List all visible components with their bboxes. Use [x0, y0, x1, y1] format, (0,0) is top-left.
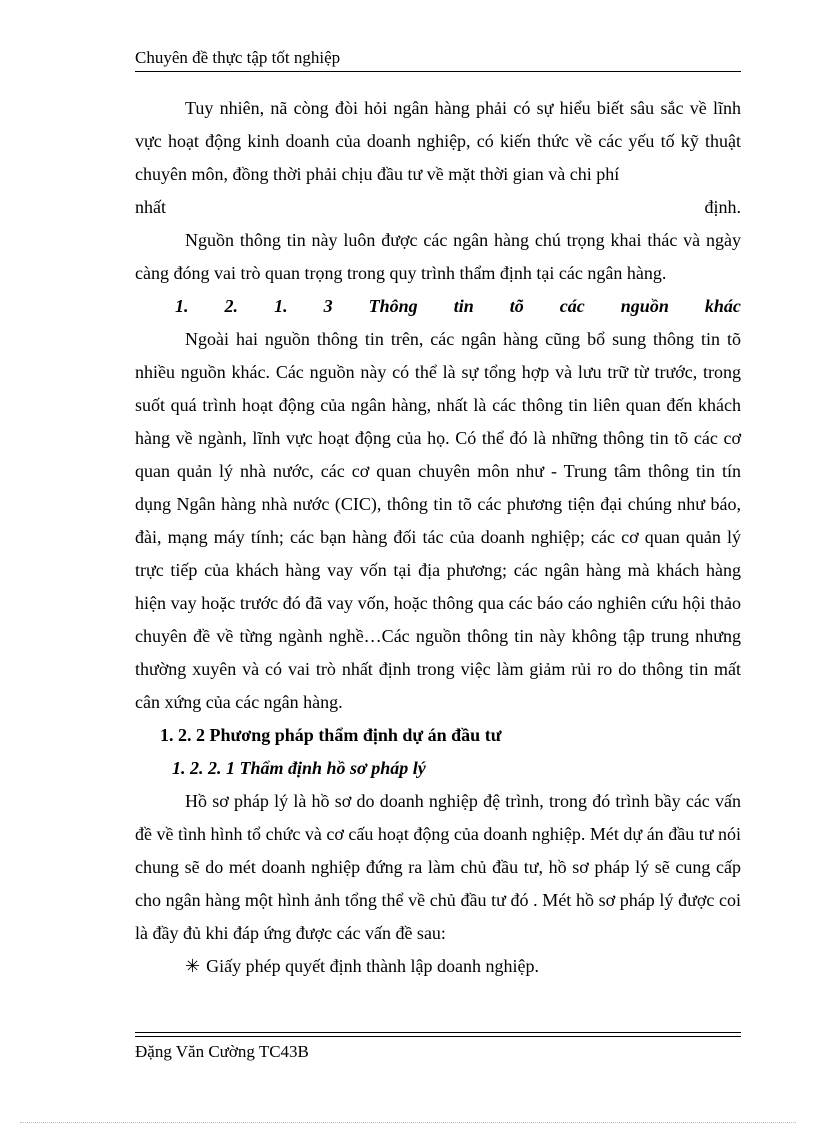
footer-divider-thin — [135, 1036, 741, 1037]
heading-1-2-2-1: 1. 2. 2. 1 Thẩm định hồ sơ pháp lý — [172, 758, 426, 778]
heading-word: các — [559, 296, 585, 316]
asterisk-bullet-icon: ✳ — [185, 956, 201, 977]
heading-word: Thông — [368, 296, 418, 316]
paragraph-2: Nguồn thông tin này luôn được các ngân hàng chú trọng khai thác và ngày càng đóng vai trò quan trọng trong quy trình thẩm định tại các ngân hàng. — [135, 230, 741, 283]
heading-word: 2. — [224, 296, 239, 316]
heading-word: tin — [453, 296, 474, 316]
heading-word: tõ — [509, 296, 524, 316]
paragraph-4: Hồ sơ pháp lý là hồ sơ do doanh nghiệp đệ trình, trong đó trình bầy các vấn đề về tình hình tổ chức và cơ cấu hoạt động của doanh nghiệp. Mét dự án đầu tư nói chung sẽ do mét doanh nghiệp đứng ra làm chủ đầu tư, hồ sơ pháp lý sẽ cung cấp cho ngân hàng một hình ảnh tổng thể về chủ đầu tư đó . Mét hồ sơ pháp lý được coi là đầy đủ khi đáp ứng được các vấn đề sau: — [135, 791, 741, 943]
bullet-text: Giấy phép quyết định thành lập doanh nghiệp. — [206, 956, 540, 976]
paragraph-1-end-right: định. — [704, 197, 741, 217]
heading-word: nguồn — [620, 296, 669, 316]
heading-1-2-1-3 — [135, 290, 741, 323]
page-content — [135, 92, 741, 983]
heading-word: 3 — [323, 296, 333, 316]
page-header-title: Chuyên đề thực tập tốt nghiệp — [135, 48, 341, 67]
heading-1-2-2: 1. 2. 2 Phương pháp thẩm định dự án đầu tư — [160, 725, 502, 745]
header-divider — [135, 71, 741, 72]
paragraph-1: Tuy nhiên, nã còng đòi hỏi ngân hàng phải có sự hiểu biết sâu sắc về lĩnh vực hoạt động kinh doanh của doanh nghiệp, có kiến thức về các yếu tố kỹ thuật chuyên môn, đồng thời phải chịu đầu tư về mặt thời gian và chi phí — [135, 98, 741, 184]
paragraph-3: Ngoài hai nguồn thông tin trên, các ngân hàng cũng bổ sung thông tin tõ nhiều nguồn khác. Các nguồn này có thể là sự tổng hợp và lưu trữ từ trước, trong suốt quá trình hoạt động của ngân hàng, nhất là các thông tin liên quan đến khách hàng về ngành, lĩnh vực hoạt động của họ. Có thể đó là những thông tin tõ các cơ quan quản lý nhà nước, các cơ quan chuyên môn như - Trung tâm thông tin tín dụng Ngân hàng nhà nước (CIC), thông tin tõ các phương tiện đại chúng như báo, đài, mạng máy tính; các bạn hàng đối tác của doanh nghiệp; các cơ quan quản lý trực tiếp của khách hàng vay vốn tại địa phương; các ngân hàng mà khách hàng hiện vay hoặc trước đó đã vay vốn, hoặc thông qua các báo cáo nghiên cứu hội thảo chuyên đề về từng ngành nghề…Các nguồn thông tin này không tập trung nhưng thường xuyên và có vai trò nhất định trong việc làm giảm rủi ro do thông tin mất cân xứng của các ngân hàng. — [135, 329, 741, 712]
heading-word: 1. — [274, 296, 288, 316]
heading-word: 1. — [175, 296, 189, 316]
footer-author: Đặng Văn Cường TC43B — [135, 1042, 309, 1061]
footer-divider-thick — [135, 1032, 741, 1033]
bullet-item — [135, 950, 741, 983]
heading-word: khác — [704, 296, 741, 316]
paragraph-1-end-left: nhất — [135, 197, 166, 217]
paragraph-1-end-line — [135, 191, 741, 224]
